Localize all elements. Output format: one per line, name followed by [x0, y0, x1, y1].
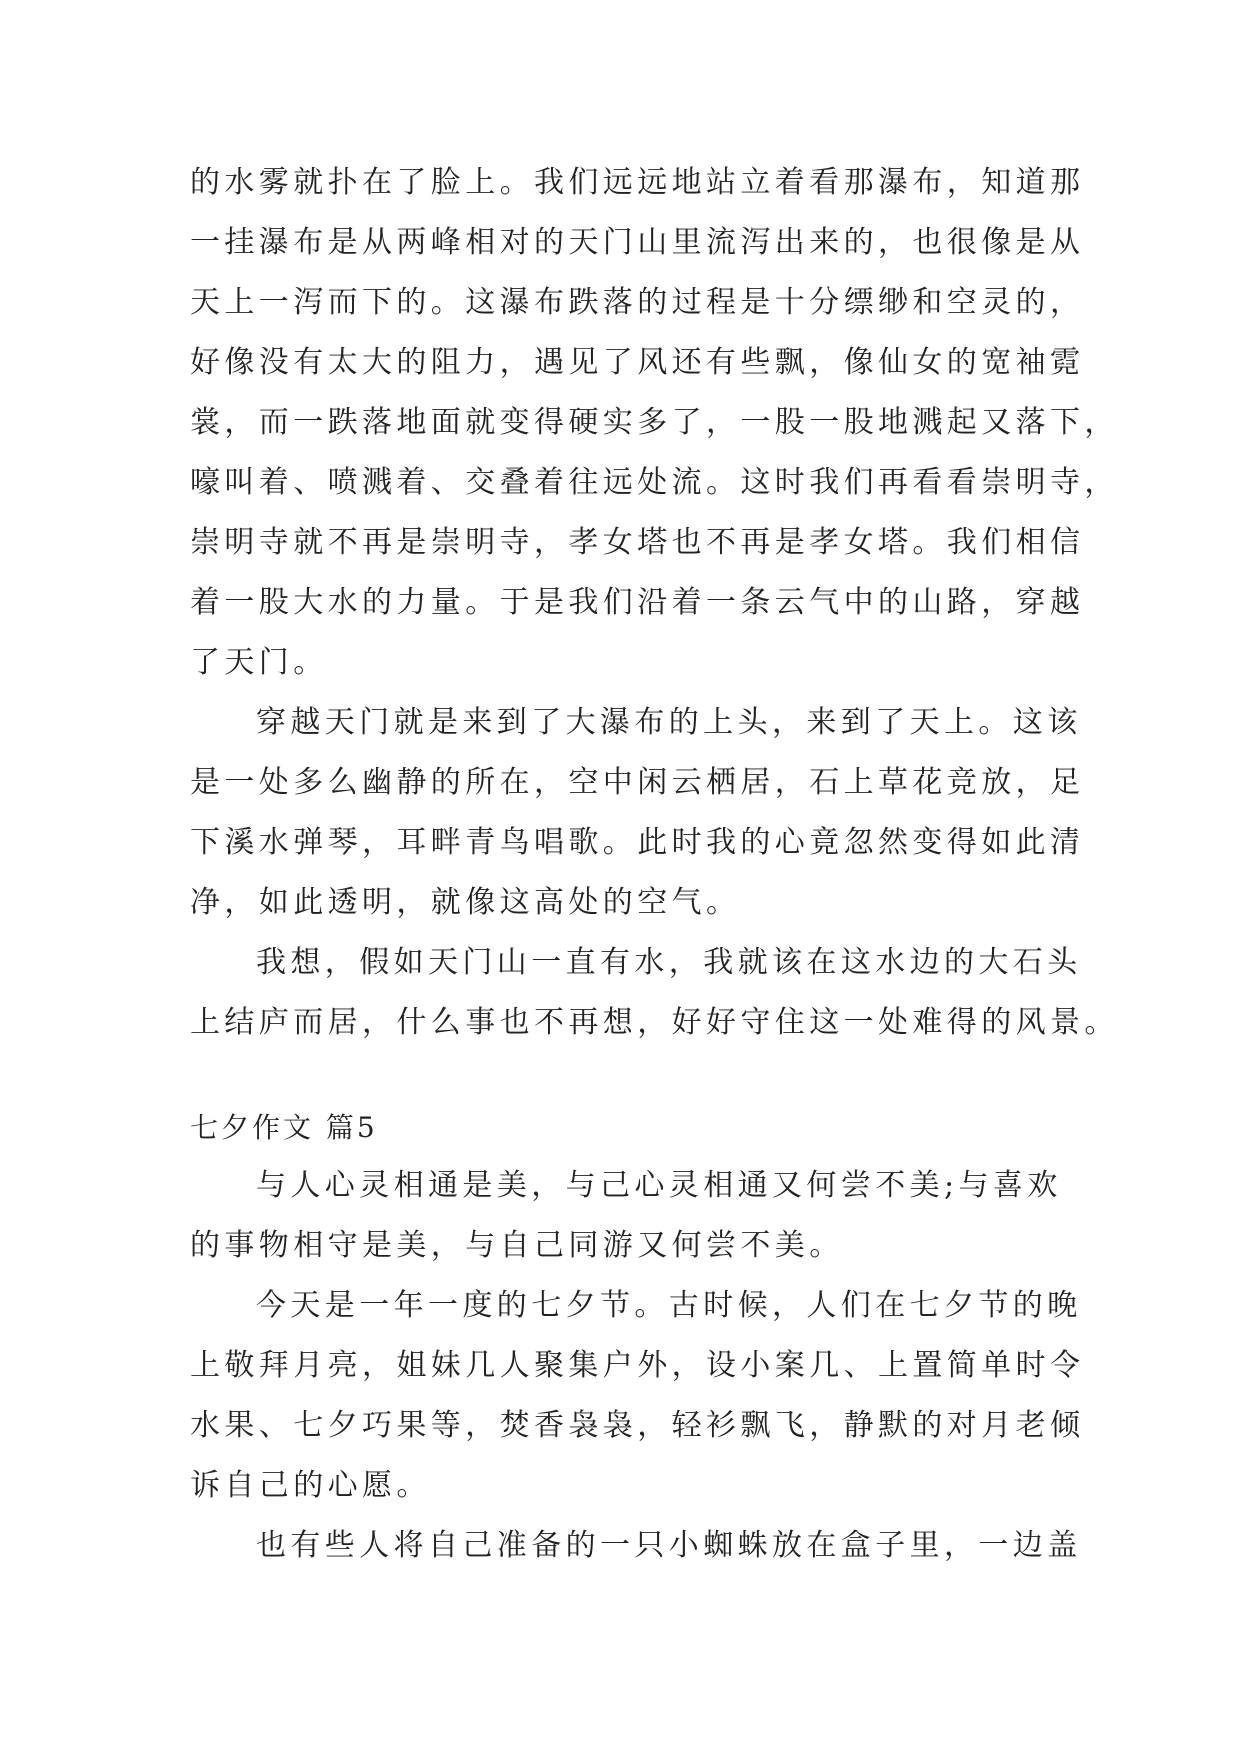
- text-line: 是一处多么幽静的所在，空中闲云栖居，石上草花竞放，足: [190, 765, 1085, 800]
- text-line: 的水雾就扑在了脸上。我们远远地站立着看那瀑布，知道那: [190, 165, 1085, 200]
- text-line: 了天门。: [190, 645, 328, 680]
- text-line: 上结庐而居，什么事也不再想，好好守住这一处难得的风景。: [190, 1005, 1119, 1040]
- paragraph-start-line: 我想，假如天门山一直有水，我就该在这水边的大石头: [256, 945, 1082, 980]
- text-line: 一挂瀑布是从两峰相对的天门山里流泻出来的，也很像是从: [190, 225, 1085, 260]
- text-line: 好像没有太大的阻力，遇见了风还有些飘，像仙女的宽袖霓: [190, 345, 1085, 380]
- text-line: 上敬拜月亮，姐妹几人聚集户外，设小案几、上置简单时令: [190, 1348, 1085, 1383]
- paragraph-start-line: 今天是一年一度的七夕节。古时候，人们在七夕节的晚: [256, 1288, 1082, 1323]
- paragraph-start-line: 穿越天门就是来到了大瀑布的上头，来到了天上。这该: [256, 705, 1082, 740]
- text-line: 净，如此透明，就像这高处的空气。: [190, 885, 741, 920]
- text-line: 天上一泻而下的。这瀑布跌落的过程是十分缥缈和空灵的，: [190, 285, 1085, 320]
- text-line: 裳，而一跌落地面就变得硬实多了，一股一股地溅起又落下，: [190, 405, 1119, 440]
- text-line: 下溪水弹琴，耳畔青鸟唱歌。此时我的心竟忽然变得如此清: [190, 825, 1085, 860]
- text-line: 诉自己的心愿。: [190, 1468, 431, 1503]
- paragraph-start-line: 与人心灵相通是美，与己心灵相通又何尝不美;与喜欢: [256, 1168, 1062, 1203]
- text-line: 水果、七夕巧果等，焚香袅袅，轻衫飘飞，静默的对月老倾: [190, 1408, 1085, 1443]
- text-line: 嚎叫着、喷溅着、交叠着往远处流。这时我们再看看崇明寺，: [190, 465, 1119, 500]
- text-line: 的事物相守是美，与自己同游又何尝不美。: [190, 1228, 844, 1263]
- text-line: 崇明寺就不再是崇明寺，孝女塔也不再是孝女塔。我们相信: [190, 525, 1085, 560]
- text-line: 着一股大水的力量。于是我们沿着一条云气中的山路，穿越: [190, 585, 1085, 620]
- paragraph-start-line: 也有些人将自己准备的一只小蜘蛛放在盒子里，一边盖: [256, 1528, 1082, 1563]
- section-heading: 七夕作文 篇5: [190, 1111, 378, 1144]
